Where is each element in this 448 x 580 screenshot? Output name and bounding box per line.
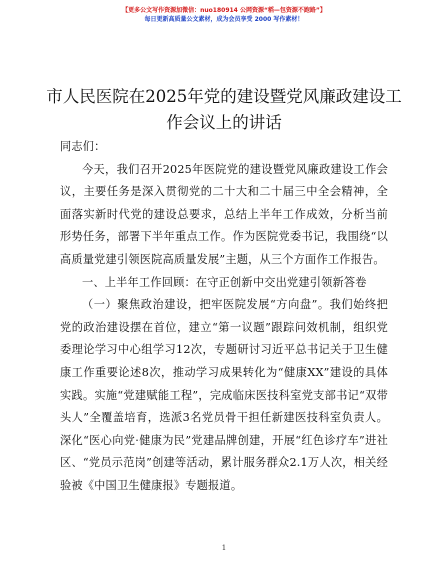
page-number: 1 (221, 544, 227, 552)
salutation: 同志们： (60, 140, 106, 153)
promo-banner (0, 6, 448, 24)
promo-banner-line-1: 【更多公文写作资源加微信：nuo180914 公网资源“稻—包资源不跑路”】 (122, 7, 326, 14)
promo-banner-line-2: 每日更新高质量公文素材，成为会员享受 2000 写作素材！ (144, 16, 304, 23)
document-body (60, 136, 388, 498)
intro-paragraph: 今天，我们召开2025年医院党的建设暨党风廉政建设工作会议，主要任务是深入贯彻党的二十大和二十届三中全会精神，全面落实新时代党的建设总要求，总结上半年工作成效，分析当前形势任务，部署下半年重点工作。作为医院党委书记，我围绕“以高质量党建引领医院高质量发展”主题，从三个方面作工作报告。 (60, 162, 388, 266)
section-heading: 一、上半年工作回顾：在守正创新中交出党建引领新答卷 (82, 275, 367, 289)
document-title: 市人民医院在2025年党的建设暨党风廉政建设工作会议上的讲话 (46, 87, 402, 132)
subsection-paragraph: （一）聚焦政治建设，把牢医院发展“方向盘”。我们始终把党的政治建设摆在首位，建立“第一议题”跟踪问效机制，组织党委理论学习中心组学习12次，专题研讨习近平总书记关于卫生健康工作重要论述8次，推动学习成果转化为“健康XX”建设的具体实践。实施“党建赋能工程”，完成临床医技科室党支部书记“双带头人”全覆盖培育，选派3名党员骨干担任新建医技科室负责人。深化“医心向党·健康为民”党建品牌创建，开展“红色诊疗车”进社区、“党员示范岗”创建等活动，累计服务群众2.1万人次，相关经验被《中国卫生健康报》专题报道。 (60, 298, 388, 492)
